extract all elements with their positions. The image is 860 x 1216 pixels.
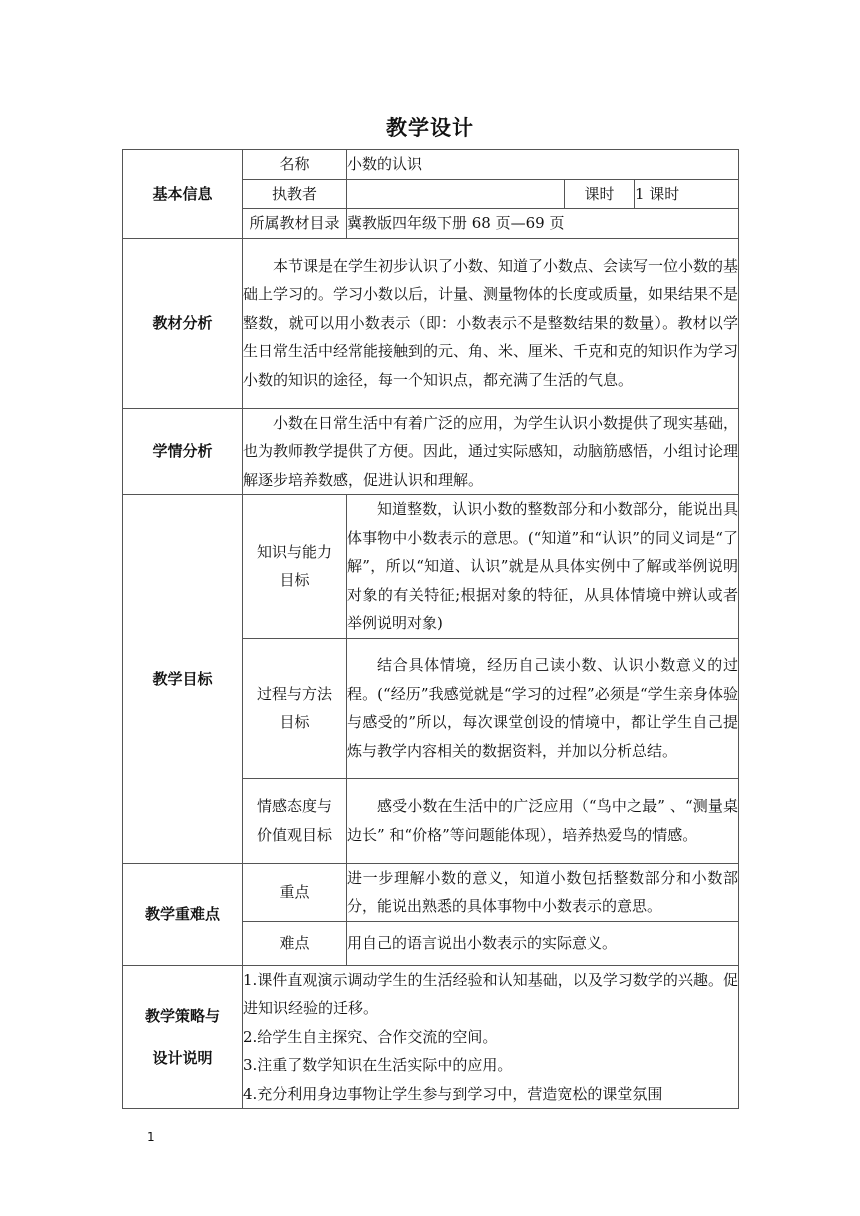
page-number: 1 [147,1130,155,1144]
material-text-cell [243,238,739,408]
hard-text: 用自己的语言说出小数表示的实际意义。 [347,921,739,965]
goal-text-knowledge-cell [347,495,739,639]
strategy-heading [123,965,243,1109]
catalog-value: 冀教版四年级下册 68 页—69 页 [347,209,739,239]
strategy-heading-line1: 教学策略与 [144,1006,220,1025]
goal-label-process-line2: 目标 [279,713,310,731]
goal-label-process-line1: 过程与方法 [256,684,332,703]
learner-text: 小数在日常生活中有着广泛的应用，为学生认识小数提供了现实基础，也为教师教学提供了方便。因此，通过实际感知，动脑筋感悟，小组讨论理解逐步培养数感，促进认识和理解。 [243,413,739,489]
goal-text-attitude: 感受小数在生活中的广泛应用（“鸟中之最” 、“测量桌边长” 和“价格”等问题能体现），培养热爱鸟的情感。 [347,797,739,844]
basic-row-name [123,150,739,180]
teacher-label: 执教者 [243,179,347,209]
goal-label-attitude-line1: 情感态度与 [256,797,332,815]
keypoint-row-key [123,863,739,921]
goal-label-knowledge-line1: 知识与能力 [256,542,332,561]
document-title: 教学设计 [386,116,474,140]
learner-row [123,408,739,495]
period-value: 1 课时 [635,179,739,209]
catalog-label: 所属教材目录 [243,209,347,239]
goal-text-knowledge: 知道整数，认识小数的整数部分和小数部分，能说出具体事物中小数表示的意思。(“知道”和“认识”的同义词是“了解”，所以“知道、认识”就是从具体实例中了解或举例说明对象的有关特征;根据对象的特征，从具体情境中辨认或者举例说明对象) [347,500,739,632]
name-label: 名称 [243,150,347,180]
material-heading: 教材分析 [123,238,243,408]
name-value: 小数的认识 [347,150,739,180]
basic-info-heading: 基本信息 [123,150,243,239]
material-text: 本节课是在学生初步认识了小数、知道了小数点、会读写一位小数的基础上学习的。学习小数以后，计量、测量物体的长度或质量，如果结果不是整数，就可以用小数表示（即：小数表示不是整数结果的数量）。教材以学生日常生活中经常能接触到的元、角、米、厘米、千克和克的知识作为学习小数的知识的途径，每一个知识点，都充满了生活的气息。 [243,256,739,389]
goal-label-knowledge [243,495,347,639]
key-text: 进一步理解小数的意义，知道小数包括整数部分和小数部分，能说出熟悉的具体事物中小数表示的意思。 [347,863,739,921]
strategy-text-cell [243,965,739,1109]
goal-label-knowledge-line2: 目标 [279,571,310,590]
strategy-line: 1.课件直观演示调动学生的生活经验和认知基础，以及学习数学的兴趣。促进知识经验的迁移。 [243,970,739,1017]
goal-text-process: 结合具体情境，经历自己读小数、认识小数意义的过程。(“经历”我感觉就是“学习的过程”必须是“学生亲身体验与感受的”所以，每次课堂创设的情境中，都让学生自己提炼与教学内容相关的数据资料，并加以分析总结。 [347,656,739,760]
goal-row-knowledge [123,495,739,639]
period-label: 课时 [565,179,635,209]
strategy-heading-line2: 设计说明 [152,1048,213,1067]
goal-label-attitude-line2: 价值观目标 [256,825,332,844]
learner-heading: 学情分析 [123,408,243,495]
hard-label: 难点 [243,921,347,965]
goal-label-attitude [243,778,347,863]
goal-label-process [243,638,347,778]
goals-heading: 教学目标 [123,495,243,864]
strategy-row [123,965,739,1109]
lesson-plan-table [122,149,739,1109]
key-label: 重点 [243,863,347,921]
goal-text-process-cell [347,638,739,778]
material-row [123,238,739,408]
learner-text-cell [243,408,739,495]
strategy-line: 2.给学生自主探究、合作交流的空间。 [243,1027,498,1046]
goal-text-attitude-cell [347,778,739,863]
teacher-value [347,179,565,209]
strategy-line: 4.充分利用身边事物让学生参与到学习中，营造宽松的课堂氛围 [243,1084,663,1103]
strategy-line: 3.注重了数学知识在生活实际中的应用。 [243,1056,513,1074]
keypoints-heading: 教学重难点 [123,863,243,965]
